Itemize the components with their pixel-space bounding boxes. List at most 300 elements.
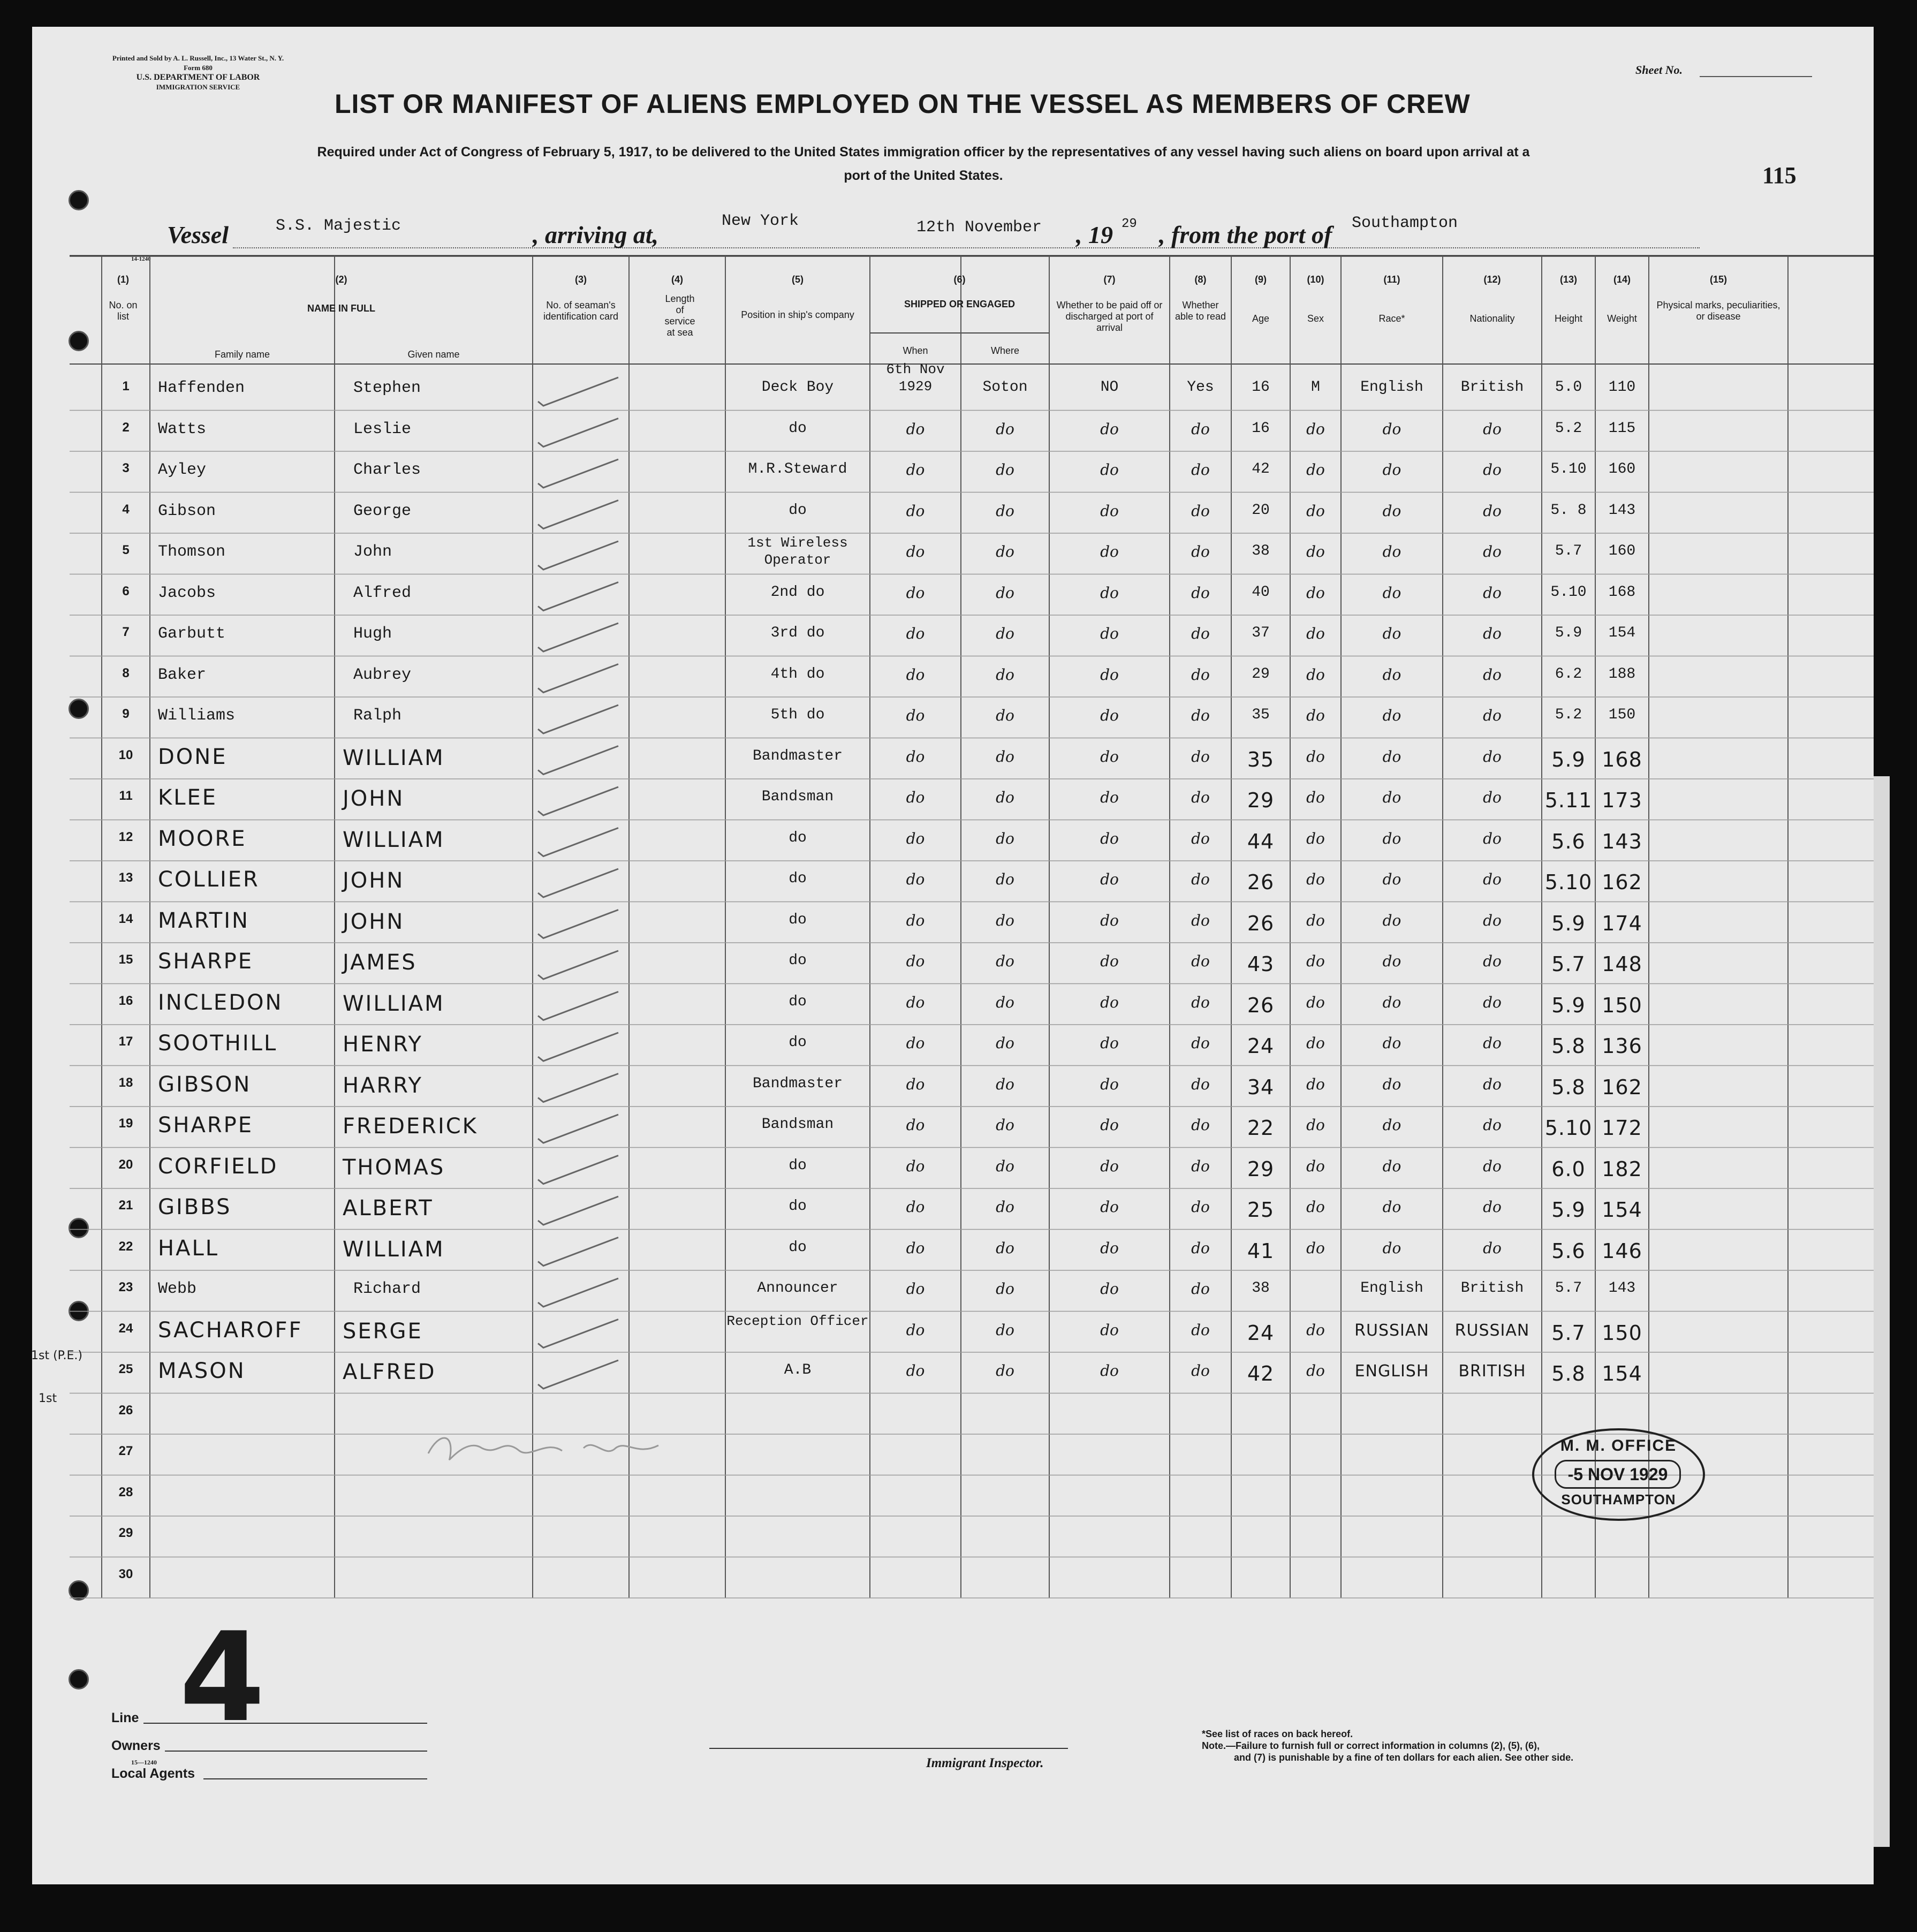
- race: do: [1382, 747, 1401, 766]
- form-code: 14-1240: [131, 256, 151, 262]
- shipped-where: do: [996, 625, 1014, 642]
- paid-off: do: [1100, 543, 1119, 560]
- col-number: (5): [792, 274, 804, 285]
- sex: do: [1306, 1239, 1325, 1257]
- check-mark: [538, 705, 618, 733]
- given-name: ALBERT: [343, 1196, 434, 1221]
- sex: do: [1306, 1157, 1325, 1175]
- position: Deck Boy: [761, 379, 834, 396]
- age: 42: [1252, 461, 1270, 478]
- shipped-when: do: [906, 502, 925, 520]
- height: 5.6: [1551, 1239, 1586, 1263]
- col-header-list-no: No. on list: [109, 300, 138, 322]
- family-name: Baker: [158, 665, 207, 684]
- sex: do: [1306, 993, 1325, 1011]
- check-mark: [538, 459, 618, 488]
- height: 5.9: [1551, 747, 1586, 771]
- given-name: Hugh: [353, 625, 392, 643]
- position: do: [789, 911, 807, 928]
- check-mark: [538, 787, 618, 815]
- owners-label: Owners: [111, 1738, 161, 1753]
- sex: do: [1306, 1034, 1325, 1052]
- department: U.S. DEPARTMENT OF LABOR: [136, 73, 260, 82]
- col-number: (7): [1103, 274, 1116, 285]
- nationality: do: [1483, 952, 1502, 970]
- weight: 143: [1608, 1280, 1636, 1297]
- check-mark: [538, 377, 618, 406]
- shipped-where: do: [996, 1321, 1014, 1339]
- row-number: 5: [122, 543, 130, 557]
- row-number: 26: [118, 1403, 133, 1418]
- age: 34: [1247, 1075, 1275, 1099]
- able-to-read: do: [1191, 543, 1210, 560]
- col-header-name: NAME IN FULL: [307, 303, 375, 314]
- col-number: (13): [1559, 274, 1577, 285]
- nationality: do: [1483, 1157, 1502, 1175]
- able-to-read: do: [1191, 625, 1210, 642]
- col-header-shipped: SHIPPED OR ENGAGED: [904, 299, 1016, 309]
- requirement-line: port of the United States.: [844, 168, 1003, 183]
- age: 40: [1252, 584, 1270, 601]
- shipped-when: do: [906, 707, 925, 724]
- family-name: Jacobs: [158, 584, 216, 602]
- position: 5th do: [770, 707, 825, 723]
- given-name: JOHN: [343, 868, 405, 893]
- position: do: [789, 1157, 807, 1174]
- sex: do: [1306, 1198, 1325, 1216]
- check-mark: [538, 1115, 618, 1143]
- race: do: [1382, 1075, 1401, 1093]
- race: do: [1382, 1198, 1401, 1216]
- given-name: Richard: [353, 1280, 421, 1298]
- page-title: LIST OR MANIFEST OF ALIENS EMPLOYED ON THE VESSEL AS MEMBERS OF CREW: [335, 89, 1471, 119]
- family-name: HALL: [158, 1236, 219, 1261]
- shipped-where: do: [996, 747, 1014, 766]
- row-number: 21: [118, 1198, 133, 1213]
- position: 2nd do: [770, 584, 825, 601]
- family-name: COLLIER: [158, 867, 260, 892]
- col-header-age: Age: [1252, 313, 1270, 324]
- weight: 172: [1602, 1116, 1642, 1140]
- weight: 154: [1602, 1362, 1642, 1385]
- able-to-read: do: [1191, 1157, 1210, 1175]
- family-name: INCLEDON: [158, 990, 283, 1015]
- sex: do: [1306, 952, 1325, 970]
- shipped-when: do: [906, 461, 925, 479]
- col-number: (14): [1613, 274, 1631, 285]
- given-name: Stephen: [353, 379, 421, 397]
- col-header-nationality: Nationality: [1469, 313, 1515, 324]
- sex: do: [1306, 543, 1325, 560]
- age: 29: [1247, 789, 1275, 812]
- row-number: 8: [122, 665, 130, 680]
- race: do: [1382, 993, 1401, 1011]
- row-number: 28: [118, 1484, 133, 1499]
- weight: 115: [1608, 420, 1636, 437]
- height: 6.2: [1555, 665, 1582, 683]
- paid-off: do: [1100, 1280, 1119, 1298]
- local-agents-field: [203, 1778, 427, 1779]
- weight: 110: [1608, 379, 1636, 396]
- shipped-when: do: [906, 1239, 925, 1257]
- shipped-where: do: [996, 952, 1014, 970]
- position: Bandsman: [761, 789, 834, 805]
- col-header-physical-marks: Physical marks, peculiarities, or disease: [1656, 300, 1780, 322]
- shipped-when: do: [906, 1280, 925, 1298]
- position: M.R.Steward: [748, 461, 847, 478]
- nationality: BRITISH: [1458, 1362, 1526, 1381]
- shipped-where: do: [996, 665, 1014, 684]
- sex: do: [1306, 707, 1325, 724]
- check-mark: [538, 541, 618, 570]
- family-name: KLEE: [158, 785, 218, 810]
- height: 5.8: [1551, 1075, 1586, 1099]
- race: English: [1360, 1280, 1423, 1297]
- page-number: 115: [1762, 162, 1797, 188]
- sex: M: [1311, 379, 1320, 396]
- check-mark: [538, 910, 618, 938]
- check-mark: [538, 1360, 618, 1389]
- nationality: British: [1460, 1280, 1524, 1297]
- row-number: 1: [122, 379, 130, 393]
- row-number: 9: [122, 707, 130, 721]
- paid-off: do: [1100, 665, 1119, 684]
- shipped-when: do: [906, 625, 925, 642]
- shipped-where: do: [996, 1280, 1014, 1298]
- inspector-signature-line: [709, 1748, 1068, 1749]
- nationality: do: [1483, 665, 1502, 684]
- nationality: do: [1483, 543, 1502, 560]
- from-port-label: , from the port of: [1159, 221, 1332, 248]
- weight: 160: [1608, 543, 1636, 559]
- nationality: do: [1483, 1075, 1502, 1093]
- height: 5.6: [1551, 829, 1586, 853]
- shipped-where: do: [996, 870, 1014, 888]
- given-name: SERGE: [343, 1319, 423, 1344]
- race: do: [1382, 625, 1401, 642]
- able-to-read: do: [1191, 993, 1210, 1011]
- row-number: 16: [118, 993, 133, 1008]
- age: 16: [1252, 379, 1270, 396]
- age: 42: [1247, 1362, 1275, 1385]
- shipped-where: do: [996, 420, 1014, 438]
- able-to-read: do: [1191, 1239, 1210, 1257]
- paid-off: do: [1100, 1362, 1119, 1380]
- height: 5.9: [1555, 625, 1582, 641]
- pencil-signature: [423, 1427, 691, 1469]
- paid-off: do: [1100, 461, 1119, 479]
- age: 29: [1252, 665, 1270, 683]
- nationality: do: [1483, 420, 1502, 438]
- height: 5.10: [1550, 584, 1587, 601]
- row-number: 20: [118, 1157, 133, 1172]
- family-name: Thomson: [158, 543, 226, 561]
- col-header-position: Position in ship's company: [741, 309, 854, 320]
- age: 26: [1247, 911, 1275, 935]
- family-name: Webb: [158, 1280, 197, 1298]
- footnote: [1202, 1728, 1791, 1763]
- height: 5.11: [1544, 789, 1593, 812]
- able-to-read: do: [1191, 1075, 1210, 1093]
- race: do: [1382, 911, 1401, 929]
- check-mark: [538, 1033, 618, 1061]
- able-to-read: Yes: [1187, 379, 1214, 396]
- age: 43: [1247, 952, 1275, 976]
- age: 24: [1247, 1034, 1275, 1058]
- arriving-label: , arriving at,: [533, 221, 659, 248]
- age: 25: [1247, 1198, 1275, 1222]
- weight: 143: [1602, 829, 1642, 853]
- able-to-read: do: [1191, 1362, 1210, 1380]
- able-to-read: do: [1191, 747, 1210, 766]
- shipped-when: do: [906, 543, 925, 560]
- paid-off: do: [1100, 1198, 1119, 1216]
- line-field: [143, 1723, 427, 1724]
- weight: 168: [1608, 584, 1636, 601]
- shipped-where: do: [996, 1034, 1014, 1052]
- nationality: do: [1483, 747, 1502, 766]
- sex: do: [1306, 665, 1325, 684]
- inspector-label: Immigrant Inspector.: [926, 1756, 1044, 1770]
- given-name: Ralph: [353, 707, 402, 725]
- col-header-where: Where: [990, 345, 1019, 356]
- row-number: 2: [122, 420, 130, 435]
- given-name: HENRY: [343, 1032, 423, 1057]
- paid-off: do: [1100, 789, 1119, 806]
- col-header-read: Whether able to read: [1175, 300, 1226, 322]
- sex: do: [1306, 502, 1325, 520]
- able-to-read: do: [1191, 1321, 1210, 1339]
- height: 5.10: [1550, 461, 1587, 478]
- shipped-where: do: [996, 1157, 1014, 1175]
- sex: do: [1306, 829, 1325, 847]
- weight: 150: [1602, 1321, 1642, 1345]
- col-number: (8): [1194, 274, 1207, 285]
- race: do: [1382, 1116, 1401, 1134]
- age: 26: [1247, 870, 1275, 894]
- family-name: Haffenden: [158, 379, 245, 397]
- paid-off: do: [1100, 747, 1119, 766]
- shipped-where: do: [996, 1116, 1014, 1134]
- able-to-read: do: [1191, 1034, 1210, 1052]
- given-name: JAMES: [343, 950, 417, 975]
- height: 5.2: [1555, 707, 1582, 723]
- family-name: SACHAROFF: [158, 1317, 303, 1343]
- able-to-read: do: [1191, 1198, 1210, 1216]
- sex: do: [1306, 461, 1325, 479]
- position: do: [789, 420, 807, 437]
- able-to-read: do: [1191, 502, 1210, 520]
- age: 44: [1247, 829, 1275, 853]
- col-header-height: Height: [1554, 313, 1583, 324]
- weight: 146: [1602, 1239, 1642, 1263]
- footnote-line: and (7) is punishable by a fine of ten dollars for each alien. See other side.: [1234, 1752, 1574, 1763]
- height: 5.7: [1551, 952, 1586, 976]
- paid-off: do: [1100, 829, 1119, 847]
- row-number: 13: [118, 870, 133, 885]
- shipped-when: do: [906, 420, 925, 438]
- nationality: do: [1483, 829, 1502, 847]
- margin-note: 1st (P.E.): [31, 1349, 82, 1362]
- paid-off: do: [1100, 870, 1119, 888]
- position: do: [789, 1239, 807, 1256]
- family-name: Williams: [158, 707, 236, 725]
- given-name: WILLIAM: [343, 745, 445, 770]
- family-name: Garbutt: [158, 625, 226, 643]
- given-name: THOMAS: [343, 1155, 445, 1180]
- shipped-when: do: [906, 1116, 925, 1134]
- row-number: 17: [118, 1034, 133, 1049]
- shipped-where: do: [996, 584, 1014, 602]
- row-number: 29: [118, 1526, 133, 1540]
- age: 38: [1252, 543, 1270, 559]
- shipped-where: do: [996, 993, 1014, 1011]
- footnote-line: *See list of races on back hereof.: [1202, 1729, 1353, 1739]
- check-mark: [538, 1074, 618, 1102]
- col-number: (1): [117, 274, 129, 285]
- given-name: WILLIAM: [343, 827, 445, 852]
- col-number: (15): [1709, 274, 1727, 285]
- family-name: Gibson: [158, 502, 216, 520]
- row-number: 14: [118, 911, 133, 926]
- race: do: [1382, 584, 1401, 602]
- shipped-when: do: [906, 789, 925, 806]
- shipped-where: do: [996, 829, 1014, 847]
- handwritten-number: 4: [179, 1607, 266, 1749]
- weight: 154: [1602, 1198, 1642, 1222]
- col-number: (9): [1255, 274, 1267, 285]
- check-mark: [538, 1196, 618, 1225]
- col-header-id-card: No. of seaman's identification card: [543, 300, 619, 322]
- shipped-where: do: [996, 1362, 1014, 1380]
- race: English: [1360, 379, 1423, 396]
- sex: do: [1306, 911, 1325, 929]
- position: do: [789, 829, 807, 846]
- nationality: British: [1460, 379, 1524, 396]
- col-number: (6): [953, 274, 966, 285]
- height: 5.10: [1544, 870, 1593, 894]
- col-header-when: When: [903, 345, 928, 356]
- shipped-when: do: [906, 952, 925, 970]
- paid-off: do: [1100, 707, 1119, 724]
- printer-line: Printed and Sold by A. L. Russell, Inc., 13 Water St., N. Y.: [112, 54, 284, 62]
- nationality: do: [1483, 502, 1502, 520]
- given-name: ALFRED: [343, 1360, 436, 1384]
- row-number: 30: [118, 1566, 133, 1581]
- check-mark: [538, 1320, 618, 1348]
- weight: 168: [1602, 747, 1642, 771]
- arrival-year: 29: [1122, 217, 1137, 231]
- requirement-line: Required under Act of Congress of February 5, 1917, to be delivered to the United States immigration officer by the representatives of any vessel having such aliens on board upon arrival at a: [317, 145, 1530, 160]
- sex: do: [1306, 789, 1325, 806]
- check-mark: [538, 1278, 618, 1307]
- given-name: George: [353, 502, 412, 520]
- able-to-read: do: [1191, 707, 1210, 724]
- weight: 148: [1602, 952, 1642, 976]
- race: do: [1382, 1034, 1401, 1052]
- weight: 174: [1602, 911, 1642, 935]
- able-to-read: do: [1191, 952, 1210, 970]
- check-mark: [538, 869, 618, 897]
- paid-off: do: [1100, 625, 1119, 642]
- nationality: do: [1483, 584, 1502, 602]
- year-label: , 19: [1076, 221, 1113, 248]
- paid-off: do: [1100, 911, 1119, 929]
- height: 5.0: [1555, 379, 1582, 396]
- position: do: [789, 993, 807, 1010]
- paid-off: do: [1100, 1157, 1119, 1175]
- paid-off: do: [1100, 502, 1119, 520]
- shipped-where: do: [996, 1075, 1014, 1093]
- given-name: Leslie: [353, 420, 412, 438]
- shipped-where: do: [996, 789, 1014, 806]
- paid-off: do: [1100, 1075, 1119, 1093]
- form-number: Form 680: [184, 64, 213, 72]
- able-to-read: do: [1191, 584, 1210, 602]
- nationality: do: [1483, 911, 1502, 929]
- weight: 154: [1608, 625, 1636, 641]
- age: 38: [1252, 1280, 1270, 1297]
- row-number: 3: [122, 461, 130, 475]
- family-name: MASON: [158, 1359, 246, 1383]
- race: do: [1382, 502, 1401, 520]
- sex: do: [1306, 747, 1325, 766]
- weight: 143: [1608, 502, 1636, 519]
- weight: 150: [1608, 707, 1636, 723]
- race: do: [1382, 665, 1401, 684]
- family-name: SHARPE: [158, 1113, 254, 1138]
- race: RUSSIAN: [1354, 1321, 1429, 1340]
- family-name: GIBBS: [158, 1195, 232, 1219]
- shipped-when: 6th Nov 1929: [886, 361, 945, 395]
- shipped-when: do: [906, 911, 925, 929]
- sex: do: [1306, 1362, 1325, 1380]
- position: Bandmaster: [752, 747, 843, 764]
- race: do: [1382, 789, 1401, 806]
- position: do: [789, 870, 807, 887]
- age: 35: [1252, 707, 1270, 723]
- shipped-where: do: [996, 1198, 1014, 1216]
- paid-off: do: [1100, 1239, 1119, 1257]
- col-number: (3): [575, 274, 587, 285]
- race: do: [1382, 870, 1401, 888]
- row-number: 12: [118, 829, 133, 844]
- nationality: do: [1483, 1034, 1502, 1052]
- shipped-where: Soton: [982, 379, 1028, 396]
- nationality: do: [1483, 870, 1502, 888]
- shipped-when: do: [906, 1362, 925, 1380]
- family-name: SOOTHILL: [158, 1031, 278, 1056]
- family-name: Ayley: [158, 461, 207, 479]
- height: 6.0: [1551, 1157, 1586, 1181]
- family-name: Watts: [158, 420, 207, 438]
- paid-off: do: [1100, 420, 1119, 438]
- family-name: GIBSON: [158, 1072, 252, 1097]
- nationality: do: [1483, 1116, 1502, 1134]
- given-name: John: [353, 543, 392, 561]
- check-mark: [538, 828, 618, 857]
- row-number: 23: [118, 1280, 133, 1294]
- departure-port: Southampton: [1352, 214, 1458, 232]
- paid-off: do: [1100, 584, 1119, 602]
- row-number: 7: [122, 625, 130, 639]
- row-number: 19: [118, 1116, 133, 1131]
- row-number: 18: [118, 1075, 133, 1090]
- position: 3rd do: [770, 625, 825, 641]
- family-name: MOORE: [158, 826, 247, 851]
- nationality: do: [1483, 789, 1502, 806]
- nationality: do: [1483, 1239, 1502, 1257]
